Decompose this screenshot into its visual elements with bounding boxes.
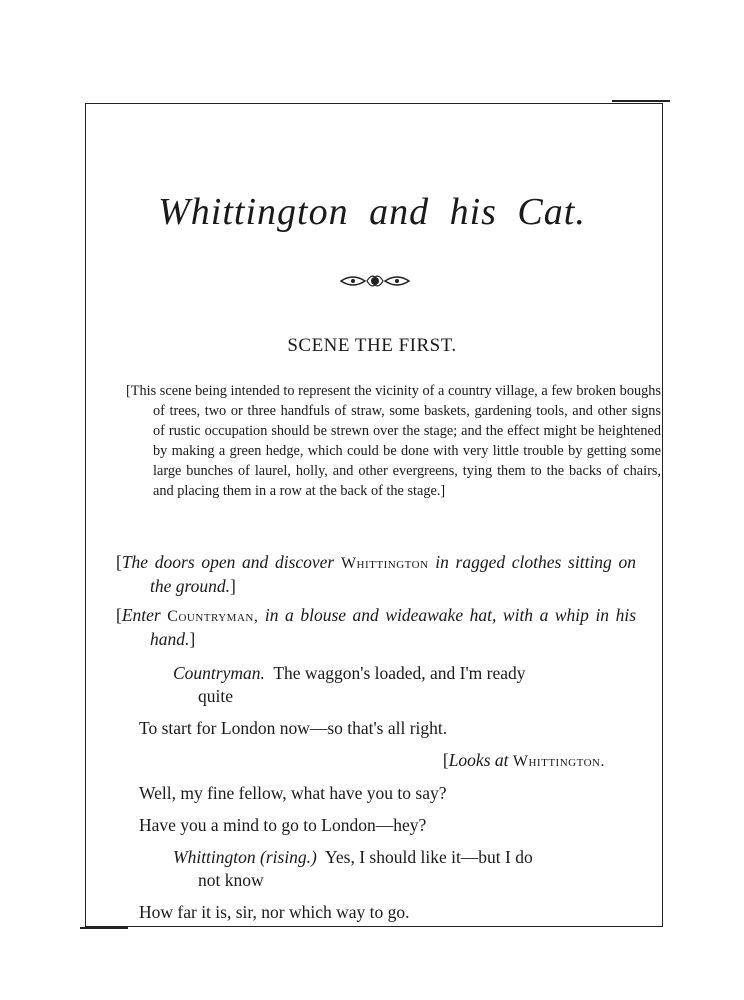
direction-bracket: [ xyxy=(442,750,449,770)
verse-line: The waggon's loaded, and I'm ready xyxy=(273,663,526,683)
dialogue xyxy=(139,662,639,933)
direction-bracket: ] xyxy=(189,629,196,649)
border-flourish-bottom xyxy=(80,927,128,929)
direction-text: Enter xyxy=(121,605,161,625)
stage-direction-enter xyxy=(116,604,636,651)
verse-line: Have you a mind to go to London—hey? xyxy=(139,815,427,835)
direction-text: in ragged clothes sitting on the ground. xyxy=(150,552,636,596)
ornament-flourish xyxy=(339,270,411,292)
verse-line: Well, my fine fellow, what have you to say? xyxy=(139,783,447,803)
speaker-name: Whittington (rising.) xyxy=(173,847,317,867)
speaker-name: Countryman. xyxy=(173,663,265,683)
border-flourish-top xyxy=(612,100,670,102)
stage-note-paragraph: [This scene being intended to represent the vicinity of a country village, a few broken boughs of trees, two or three handfuls of straw, some baskets, gardening tools, and other signs of rustic occupation should be strewn over the stage; and the effect might be heightened by making a green hedge, which could be done with very little trouble by getting some large bunches of laurel, holly, and other evergreens, tying them to the backs of chairs, and placing them in a row at the back of the stage.] xyxy=(126,383,661,499)
speech-countryman xyxy=(139,662,639,708)
character-name: Countryman, xyxy=(167,608,259,625)
verse-line: To start for London now—so that's all right. xyxy=(139,718,448,738)
character-name: Whittington. xyxy=(512,753,605,770)
stage-directions xyxy=(116,551,636,657)
scene-heading: SCENE THE FIRST. xyxy=(287,335,457,356)
direction-bracket: [ xyxy=(116,552,122,572)
direction-text: Looks at xyxy=(448,750,509,770)
stage-direction-aside xyxy=(139,749,639,773)
speech-whittington xyxy=(139,846,639,892)
verse-line: Yes, I should like it—but I do xyxy=(325,847,533,867)
direction-bracket: ] xyxy=(230,576,236,596)
verse-line: How far it is, sir, nor which way to go. xyxy=(139,902,410,922)
direction-bracket: [ xyxy=(116,605,122,625)
verse-line-wrap: quite xyxy=(198,686,233,706)
direction-text: The doors open and discover xyxy=(121,552,335,572)
character-name: Whittington xyxy=(340,555,429,572)
direction-text: in a blouse and wideawake hat, with a whip in his hand. xyxy=(150,605,637,649)
page-title: Whittington and his Cat. xyxy=(158,191,586,233)
stage-direction-discover xyxy=(116,551,636,598)
verse-line-wrap: not know xyxy=(198,870,264,890)
